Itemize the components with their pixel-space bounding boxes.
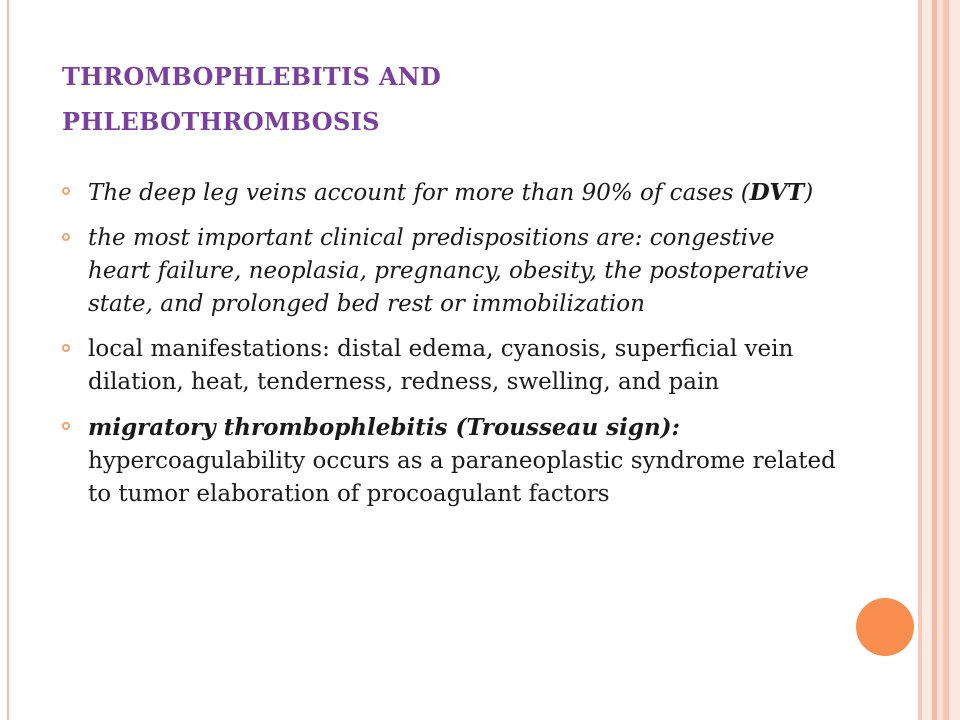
bullet-text: The deep leg veins account for more than 90% of cases ( bbox=[88, 180, 750, 206]
bullet-text: hypercoagulability occurs as a paraneoplastic syndrome related to tumor elaboration of procoagulant factors bbox=[88, 448, 836, 507]
right-stripe bbox=[922, 0, 932, 720]
bullet-bold-text: migratory thrombophlebitis (Trousseau sign): bbox=[88, 414, 681, 441]
slide-title bbox=[62, 54, 882, 144]
decorative-circle bbox=[856, 598, 914, 656]
bullet-item-migratory-thrombophlebitis bbox=[62, 411, 842, 511]
bullet-item-dvt bbox=[62, 176, 842, 210]
bullet-item-local-manifestations bbox=[62, 333, 842, 399]
bullet-text: ) bbox=[804, 180, 814, 206]
bullet-text: the most important clinical predispositions are: congestive heart failure, neoplasia, pregnancy, obesity, the postoperative state, and prolonged bed rest or immobilization bbox=[88, 225, 809, 317]
bullet-ring-icon bbox=[62, 422, 70, 430]
title-line-2: PHLEBOTHROMBOSIS bbox=[62, 107, 380, 136]
bullet-list bbox=[62, 176, 842, 523]
bullet-ring-icon bbox=[62, 233, 70, 241]
bullet-item-predispositions bbox=[62, 222, 842, 321]
title-line-1: THROMBOPHLEBITIS AND bbox=[62, 62, 442, 91]
bullet-ring-icon bbox=[62, 344, 70, 352]
bullet-text: local manifestations: distal edema, cyanosis, superficial vein dilation, heat, tenderness, redness, swelling, and pain bbox=[88, 336, 794, 395]
bullet-ring-icon bbox=[62, 187, 70, 195]
bullet-bold-text: DVT bbox=[749, 179, 805, 206]
right-stripe bbox=[949, 0, 960, 720]
left-border-line bbox=[0, 0, 9, 720]
